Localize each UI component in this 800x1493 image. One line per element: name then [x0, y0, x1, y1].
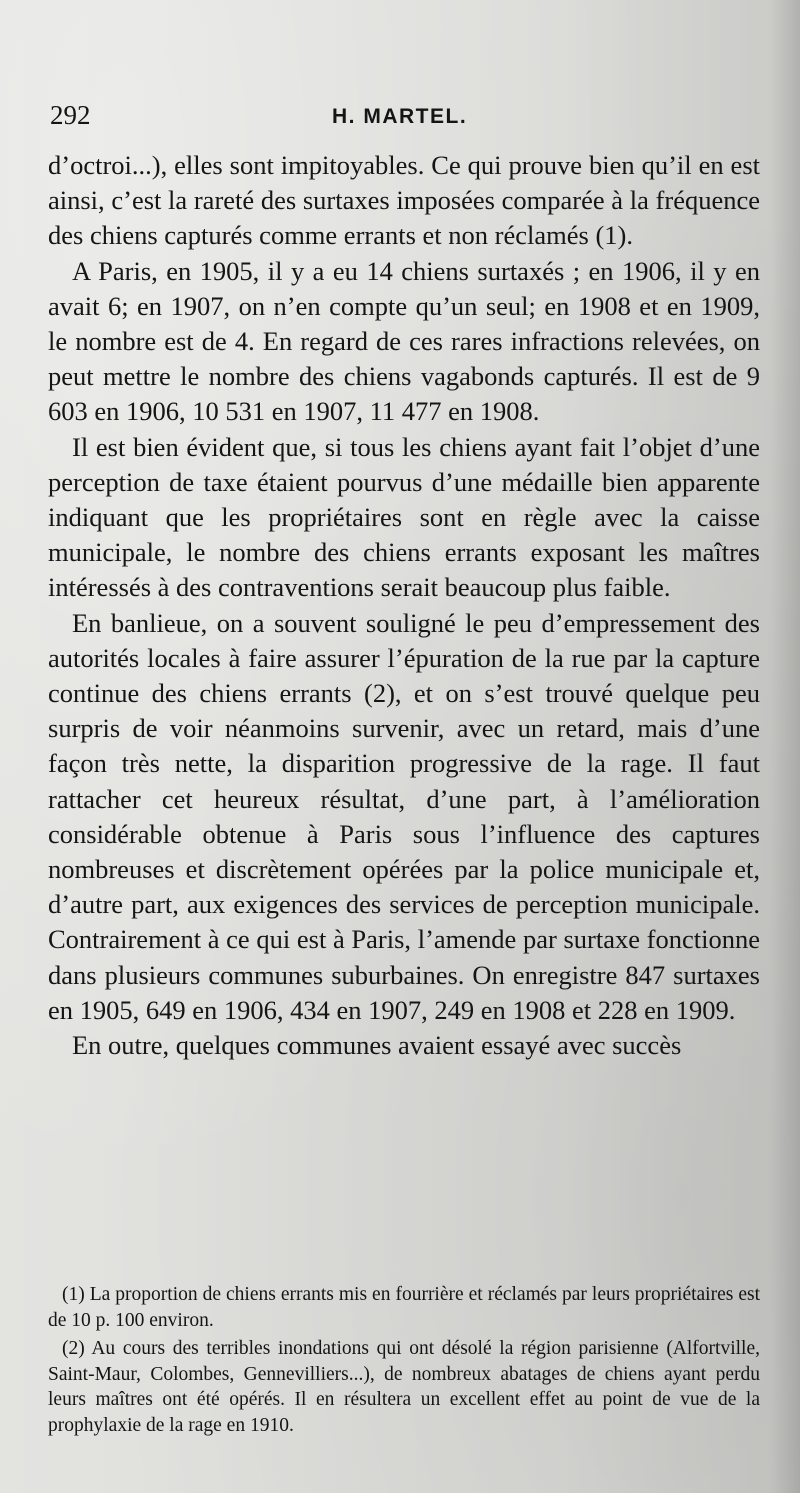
- running-head: [50, 100, 750, 140]
- body-text: [48, 148, 760, 1063]
- footnote-2: (2) Au cours des terribles inondations qui ont désolé la région parisienne (Alfortville, Saint-Maur, Colombes, Gennevilliers...), de nombreux abatages de chiens ayant perdu leurs maîtres ont été opérés. Il en résultera un excellent effet au point de vue de la prophylaxie de la rage en 1910.: [48, 1338, 760, 1436]
- paragraph-banlieue: En banlieue, on a souvent souligné le peu d’empressement des autorités locales à faire assurer l’épuration de la rue par la capture continue des chiens errants (2), et on s’est trouvé quelque peu surpris de voir néanmoins survenir, avec un retard, mais d’une façon très nette, la disparition progressive de la rage. Il faut rattacher cet heureux résultat, d’une part, à l’amélioration considérable obtenue à Paris sous l’influence des captures nombreuses et discrètement opérées par la police municipale et, d’autre part, aux exigences des services de perception municipale. Contrairement à ce qui est à Paris, l’amende par surtaxe fonctionne dans plusieurs communes suburbaines. On enregistre 847 surtaxes en 1905, 649 en 1906, 434 en 1907, 249 en 1908 et 228 en 1909.: [48, 607, 760, 1025]
- footnote-1: (1) La proportion de chiens errants mis en fourrière et réclamés par leurs propriétaires est de 10 p. 100 environ.: [48, 1284, 760, 1331]
- paragraph-continuation: d’octroi...), elles sont impitoyables. Ce qui prouve bien qu’il en est ainsi, c’est la rareté des surtaxes imposées comparée à la fréquence des chiens capturés comme errants et non réclamés (1).: [48, 150, 760, 251]
- running-head-author: H. MARTEL.: [332, 105, 468, 128]
- footnotes: [48, 1282, 760, 1441]
- paragraph-en-outre: En outre, quelques communes avaient essayé avec succès: [72, 1030, 682, 1061]
- paragraph-paris-statistics: A Paris, en 1905, il y a eu 14 chiens surtaxés ; en 1906, il y en avait 6; en 1907, on n’en compte qu’un seul; en 1908 et en 1909, le nombre est de 4. En regard de ces rares infractions relevées, on peut mettre le nombre des chiens vagabonds capturés. Il est de 9 603 en 1906, 10 531 en 1907, 11 477 en 1908.: [48, 255, 760, 427]
- page-number: 292: [50, 100, 91, 130]
- paragraph-medal-argument: Il est bien évident que, si tous les chiens ayant fait l’objet d’une perception de taxe étaient pourvus d’une médaille bien apparente indiquant que les propriétaires sont en règle avec la caisse municipale, le nombre des chiens errants exposant les maîtres intéressés à des contraventions serait beaucoup plus faible.: [48, 431, 760, 603]
